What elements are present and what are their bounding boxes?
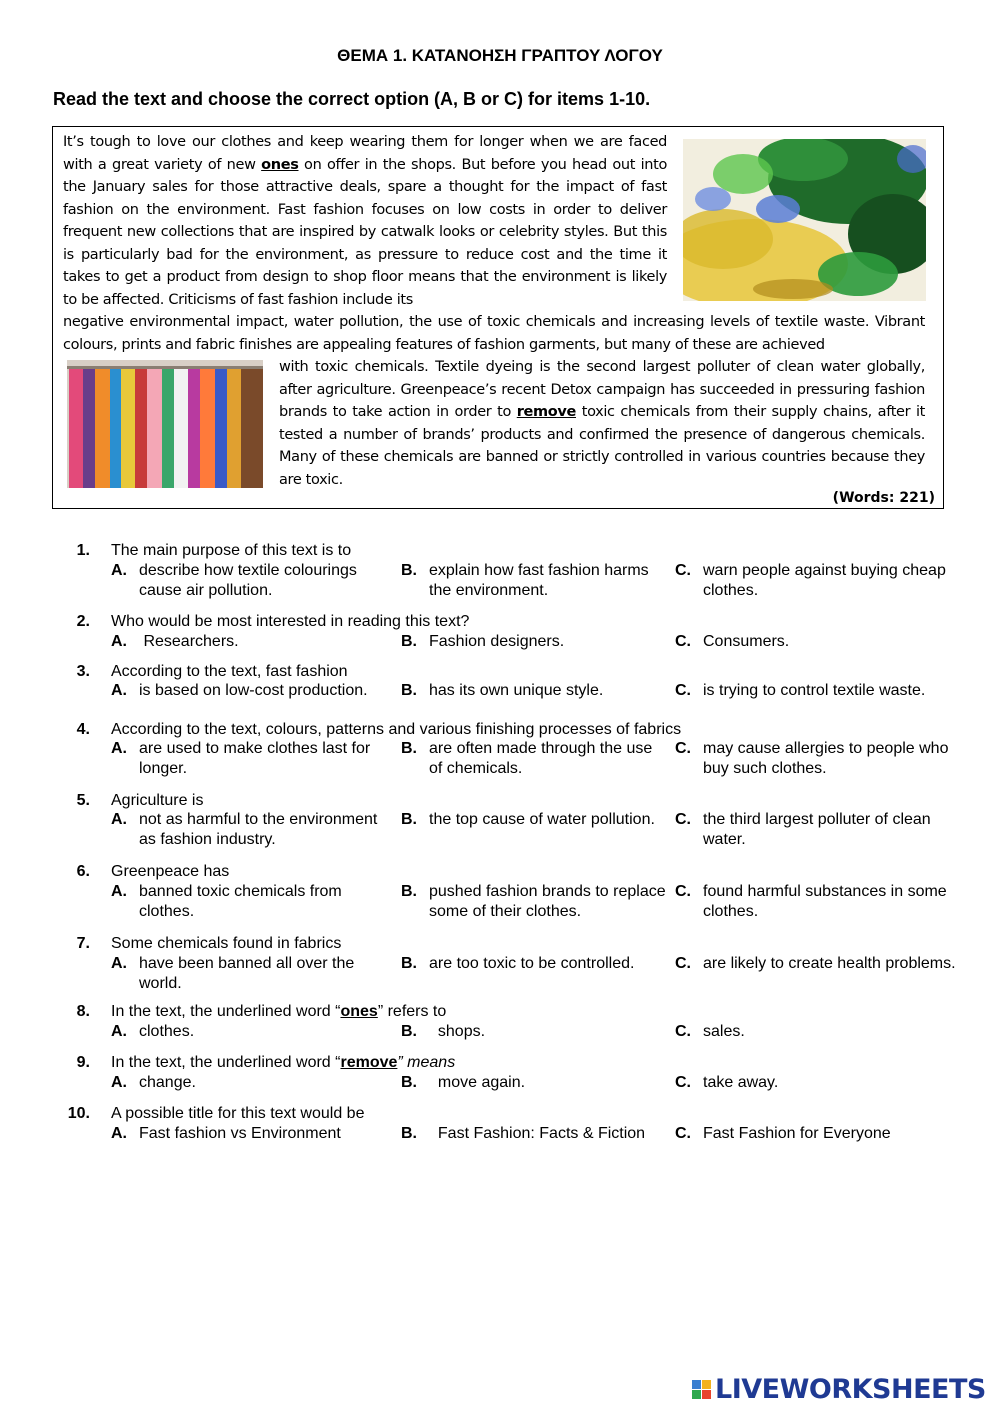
passage-paragraph-1: It’s tough to love our clothes and keep wearing them for longer when we are faced with a great variety of new ones on offer in the shops. But before you head out into the January sales for those attractive deals, spare a thought for the impact of fast fashion on the environment. Fast fashion focuses on low costs in order to deliver frequent new collections that are inspired by catwalk looks or celebrity styles. But this is particularly bad for the environment, as pressure to reduce cost and the time it takes to get a product from design to shop floor means that the environment is likely to be affected. Criticisms of fast fashion include its [63,134,667,308]
question-number: 7. [76,935,90,952]
question-stem: Agriculture is [111,792,204,809]
underlined-word-ones: ones [261,156,299,173]
question-number: 3. [76,663,90,680]
question-number: 2. [76,613,90,630]
ink-in-water-image [683,139,926,301]
passage-paragraph-2: negative environmental impact, water pollution, the use of toxic chemicals and increasing levels of textile waste. Vibrant colours, prints and fabric finishes are appealing features of fashion garments, but many of these are achieved [63,314,925,353]
question-number: 5. [76,792,90,809]
question-number: 9. [76,1054,90,1071]
passage-paragraph-3: with toxic chemicals. Textile dyeing is the second largest polluter of clean water globally, after agriculture. Greenpeace’s recent Detox campaign has succeeded in pressuring fashion brands to take action in order to remove toxic chemicals from their supply chains, after it tested a number of brands’ products and confirmed the presence of dangerous chemicals. Many of these chemicals are banned or strictly controlled in various countries because they are toxic. [279,359,925,488]
word-count: (Words: 221) [832,490,935,506]
question-number: 6. [76,863,90,880]
page-title: ΘΕΜΑ 1. ΚΑΤΑΝΟΗΣΗ ΓΡΑΠΤΟΥ ΛΟΓΟΥ [337,46,663,65]
question-stem: Greenpeace has [111,863,230,880]
reading-passage [52,126,944,509]
question-number: 1. [76,542,90,559]
clothes-rack-image [67,360,263,488]
question-stem: In the text, the underlined word “ones” refers to [111,1003,447,1020]
instructions: Read the text and choose the correct option (A, B or C) for items 1-10. [53,89,651,109]
question-number: 4. [76,721,90,738]
question-stem: A possible title for this text would be [111,1105,365,1122]
question-stem: The main purpose of this text is to [111,542,352,559]
question-stem: Some chemicals found in fabrics [111,935,342,952]
liveworksheets-logo: LIVEWORKSHEETS [692,1372,986,1406]
question-stem: According to the text, fast fashion [111,663,348,680]
underlined-word-remove: remove [516,404,576,420]
question-stem: In the text, the underlined word “remove” means [111,1054,456,1071]
question-number: 10. [67,1105,90,1122]
question-number: 8. [76,1003,90,1020]
logo-blocks-icon [692,1380,711,1399]
question-stem: According to the text, colours, patterns and various finishing processes of fabrics [111,721,682,738]
question-stem: Who would be most interested in reading this text? [111,613,470,630]
